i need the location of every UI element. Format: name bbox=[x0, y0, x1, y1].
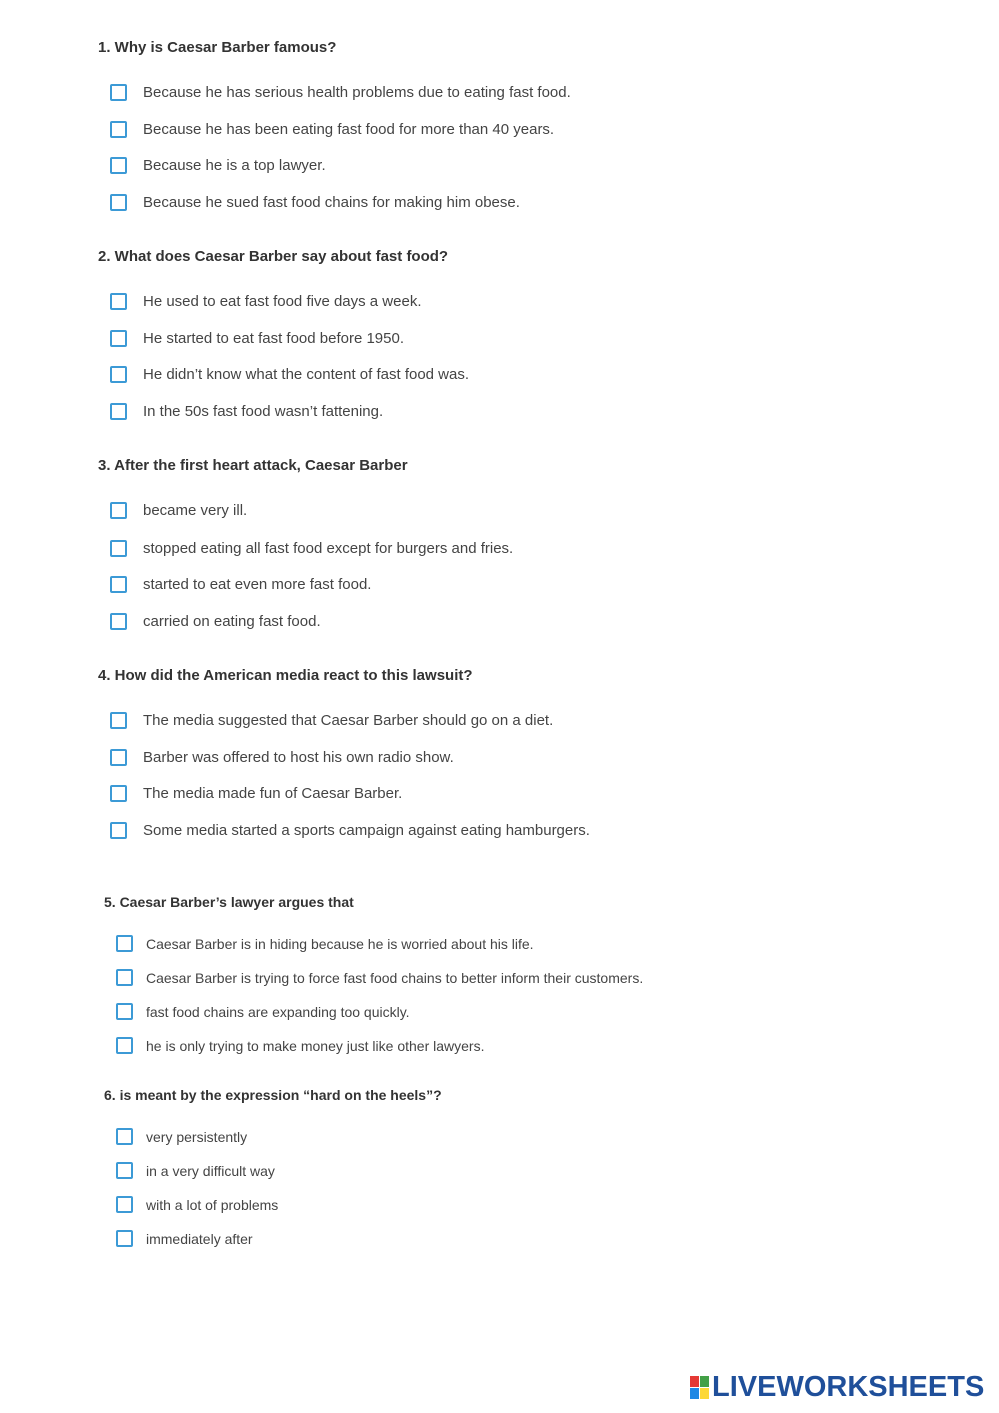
answer-option[interactable] bbox=[116, 1037, 484, 1054]
checkbox[interactable] bbox=[116, 969, 133, 986]
option-label: He used to eat fast food five days a week. bbox=[143, 293, 422, 310]
answer-option[interactable] bbox=[110, 157, 326, 174]
answer-option[interactable] bbox=[110, 613, 321, 630]
answer-option[interactable] bbox=[110, 330, 404, 347]
option-label: Because he sued fast food chains for making him obese. bbox=[143, 194, 520, 211]
answer-option[interactable] bbox=[110, 576, 371, 593]
answer-option[interactable] bbox=[110, 84, 571, 101]
liveworksheets-logo[interactable] bbox=[690, 1372, 984, 1402]
checkbox[interactable] bbox=[116, 1196, 133, 1213]
logo-block-green bbox=[700, 1376, 709, 1387]
checkbox[interactable] bbox=[110, 749, 127, 766]
answer-option[interactable] bbox=[110, 712, 553, 729]
answer-option[interactable] bbox=[110, 403, 383, 420]
option-label: Caesar Barber is in hiding because he is worried about his life. bbox=[146, 935, 534, 952]
option-label: became very ill. bbox=[143, 502, 248, 519]
logo-text: LIVEWORKSHEETS bbox=[712, 1371, 985, 1403]
checkbox[interactable] bbox=[110, 157, 127, 174]
question-6 bbox=[104, 1085, 442, 1247]
option-label: Caesar Barber is trying to force fast food chains to better inform their customers. bbox=[146, 969, 644, 986]
checkbox[interactable] bbox=[110, 330, 127, 347]
question-title: 5. Caesar Barber’s lawyer argues that bbox=[104, 894, 354, 910]
checkbox[interactable] bbox=[110, 613, 127, 630]
question-title: 4. How did the American media react to this lawsuit? bbox=[98, 667, 473, 684]
checkbox[interactable] bbox=[110, 822, 127, 839]
answer-option[interactable] bbox=[116, 1196, 278, 1213]
option-label: stopped eating all fast food except for burgers and fries. bbox=[143, 540, 514, 557]
checkbox[interactable] bbox=[116, 1162, 133, 1179]
option-label: started to eat even more fast food. bbox=[143, 576, 372, 593]
question-2 bbox=[98, 247, 470, 420]
checkbox[interactable] bbox=[110, 712, 127, 729]
option-label: Because he has been eating fast food for more than 40 years. bbox=[143, 121, 555, 138]
option-label: He didn’t know what the content of fast food was. bbox=[143, 366, 470, 383]
question-title: 1. Why is Caesar Barber famous? bbox=[98, 39, 337, 56]
checkbox[interactable] bbox=[110, 84, 127, 101]
answer-option[interactable] bbox=[110, 540, 513, 557]
question-1 bbox=[98, 38, 571, 211]
option-label: with a lot of problems bbox=[146, 1196, 279, 1213]
answer-option[interactable] bbox=[116, 935, 534, 952]
question-4 bbox=[98, 666, 590, 839]
option-label: The media suggested that Caesar Barber should go on a diet. bbox=[143, 712, 554, 729]
answer-option[interactable] bbox=[110, 366, 469, 383]
logo-block-red bbox=[690, 1376, 699, 1387]
option-label: He started to eat fast food before 1950. bbox=[143, 330, 405, 347]
checkbox[interactable] bbox=[110, 502, 127, 519]
checkbox[interactable] bbox=[110, 293, 127, 310]
question-5 bbox=[104, 892, 644, 1054]
option-label: The media made fun of Caesar Barber. bbox=[143, 785, 403, 802]
answer-option[interactable] bbox=[116, 1162, 275, 1179]
option-label: Because he has serious health problems due to eating fast food. bbox=[143, 84, 571, 101]
option-label: Some media started a sports campaign against eating hamburgers. bbox=[143, 822, 590, 839]
checkbox[interactable] bbox=[110, 785, 127, 802]
logo-block-yellow bbox=[700, 1388, 709, 1399]
answer-option[interactable] bbox=[110, 194, 520, 211]
option-label: fast food chains are expanding too quickly. bbox=[146, 1003, 410, 1020]
question-3 bbox=[98, 456, 514, 630]
option-label: very persistently bbox=[146, 1128, 248, 1145]
answer-option[interactable] bbox=[116, 1003, 410, 1020]
option-label: Barber was offered to host his own radio show. bbox=[143, 749, 454, 766]
answer-option[interactable] bbox=[110, 502, 247, 519]
answer-option[interactable] bbox=[116, 1230, 253, 1247]
option-label: immediately after bbox=[146, 1230, 253, 1247]
answer-option[interactable] bbox=[116, 1128, 247, 1145]
answer-option[interactable] bbox=[110, 785, 402, 802]
checkbox[interactable] bbox=[110, 540, 127, 557]
answer-option[interactable] bbox=[110, 121, 554, 138]
checkbox[interactable] bbox=[116, 1230, 133, 1247]
logo-block-blue bbox=[690, 1388, 699, 1399]
answer-option[interactable] bbox=[116, 969, 643, 986]
question-title: 3. After the first heart attack, Caesar Barber bbox=[98, 457, 408, 474]
checkbox[interactable] bbox=[110, 366, 127, 383]
checkbox[interactable] bbox=[110, 121, 127, 138]
checkbox[interactable] bbox=[116, 935, 133, 952]
checkbox[interactable] bbox=[110, 403, 127, 420]
answer-option[interactable] bbox=[110, 749, 454, 766]
liveworksheets-logo-icon bbox=[690, 1376, 709, 1399]
question-title: 6. is meant by the expression “hard on the heels”? bbox=[104, 1087, 442, 1103]
checkbox[interactable] bbox=[116, 1003, 133, 1020]
option-label: in a very difficult way bbox=[146, 1162, 275, 1179]
option-label: Because he is a top lawyer. bbox=[143, 157, 326, 174]
option-label: carried on eating fast food. bbox=[143, 613, 321, 630]
option-label: In the 50s fast food wasn’t fattening. bbox=[143, 403, 384, 420]
answer-option[interactable] bbox=[110, 822, 590, 839]
checkbox[interactable] bbox=[110, 576, 127, 593]
checkbox[interactable] bbox=[116, 1037, 133, 1054]
checkbox[interactable] bbox=[116, 1128, 133, 1145]
answer-option[interactable] bbox=[110, 293, 422, 310]
checkbox[interactable] bbox=[110, 194, 127, 211]
option-label: he is only trying to make money just like other lawyers. bbox=[146, 1037, 485, 1054]
question-title: 2. What does Caesar Barber say about fast food? bbox=[98, 248, 449, 265]
